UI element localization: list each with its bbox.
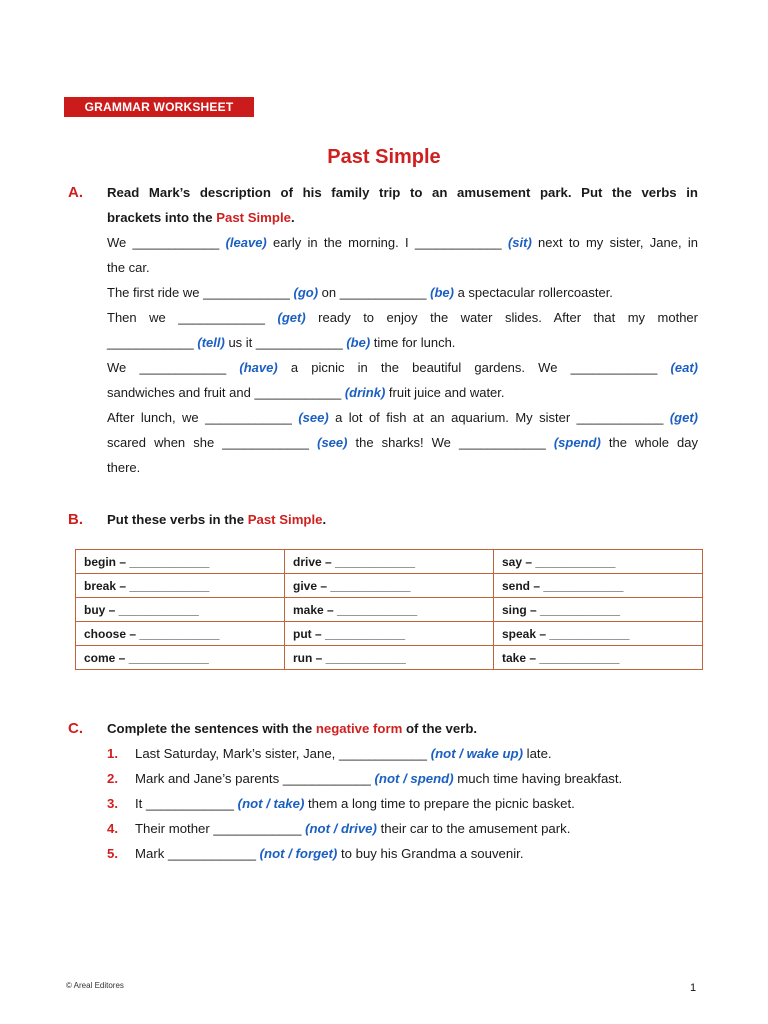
text: sandwiches and fruit and: [107, 385, 255, 400]
sentence-text: much time having breakfast.: [453, 771, 623, 786]
answer-blank[interactable]: ____________: [203, 285, 290, 300]
instruction-highlight: Past Simple: [216, 210, 291, 225]
sentence-item: [107, 841, 524, 866]
verb-cell[interactable]: begin – ____________: [76, 550, 285, 574]
verb-cell[interactable]: make – ____________: [285, 598, 494, 622]
section-c-letter: C.: [68, 720, 83, 737]
answer-blank[interactable]: ____________: [178, 310, 266, 325]
verb-cell[interactable]: send – ____________: [494, 574, 703, 598]
item-number: 5.: [107, 846, 118, 861]
answer-blank[interactable]: ____________: [255, 335, 343, 350]
section-a-instruction: [107, 180, 698, 230]
text: ready to enjoy the water slides. After that my mother: [305, 310, 698, 325]
answer-blank[interactable]: ____________: [570, 360, 658, 375]
verb-hint: (get): [669, 410, 698, 425]
worksheet-header-label: GRAMMAR WORKSHEET: [64, 97, 254, 117]
paragraph-line-10: there.: [107, 460, 141, 475]
page-title: Past Simple: [327, 146, 441, 168]
paragraph-line-4: [107, 305, 698, 330]
paragraph-line-9: [107, 430, 698, 455]
verb-cell[interactable]: break – ____________: [76, 574, 285, 598]
text: early in the morning. I: [266, 235, 415, 250]
text: We: [107, 360, 140, 375]
answer-blank[interactable]: ____________: [576, 410, 664, 425]
instruction-text: brackets into the: [107, 210, 217, 225]
section-a-instruction-line1: Read Mark’s description of his family trip to an amusement park. Put the verbs in: [107, 185, 698, 200]
answer-blank[interactable]: ____________: [139, 360, 227, 375]
verb-hint: (see): [317, 435, 348, 450]
verb-cell[interactable]: buy – ____________: [76, 598, 285, 622]
instruction-text: .: [322, 512, 327, 527]
verb-cell[interactable]: give – ____________: [285, 574, 494, 598]
item-number: 3.: [107, 796, 118, 811]
instruction-highlight: negative form: [315, 721, 403, 736]
answer-blank[interactable]: ____________: [107, 335, 194, 350]
sentence-text[interactable]: Mark and Jane’s parents ____________: [135, 771, 375, 786]
text: a picnic in the beautiful gardens. We: [277, 360, 571, 375]
verb-cell[interactable]: take – ____________: [494, 646, 703, 670]
section-a-instruction-line2: [107, 205, 698, 230]
answer-blank[interactable]: ____________: [458, 435, 546, 450]
sentence-text: to buy his Grandma a souvenir.: [337, 846, 524, 861]
verb-cell[interactable]: run – ____________: [285, 646, 494, 670]
text: We: [107, 235, 133, 250]
table-row: [76, 598, 703, 622]
text: the whole day: [600, 435, 698, 450]
text: the sharks! We: [347, 435, 459, 450]
verb-cell[interactable]: say – ____________: [494, 550, 703, 574]
instruction-highlight: Past Simple: [247, 512, 323, 527]
paragraph-line-1: [107, 230, 698, 255]
item-number: 1.: [107, 746, 118, 761]
text: a lot of fish at an aquarium. My sister: [328, 410, 577, 425]
answer-blank[interactable]: ____________: [222, 435, 310, 450]
instruction-text: of the verb.: [402, 721, 478, 736]
section-c-instruction: [107, 716, 698, 741]
verb-cell[interactable]: come – ____________: [76, 646, 285, 670]
sentence-text: their car to the amusement park.: [376, 821, 571, 836]
sentence-item: [107, 741, 552, 766]
verb-hint: (eat): [670, 360, 698, 375]
item-number: 2.: [107, 771, 118, 786]
verb-hint: (go): [293, 285, 319, 300]
sentence-text[interactable]: Last Saturday, Mark’s sister, Jane, ____________: [135, 746, 431, 761]
verb-hint: (sit): [507, 235, 532, 250]
sentence-text[interactable]: It ____________: [135, 796, 238, 811]
sentence-text: them a long time to prepare the picnic basket.: [304, 796, 575, 811]
verb-hint: (not / drive): [305, 821, 377, 836]
text: us it: [224, 335, 256, 350]
section-a-letter: A.: [68, 184, 83, 201]
verb-cell[interactable]: sing – ____________: [494, 598, 703, 622]
answer-blank[interactable]: ____________: [414, 235, 502, 250]
section-b-instruction: [107, 507, 698, 532]
instruction-text: .: [290, 210, 295, 225]
verb-hint: (get): [277, 310, 306, 325]
table-row: [76, 574, 703, 598]
verb-hint: (be): [346, 335, 371, 350]
table-row: [76, 622, 703, 646]
answer-blank[interactable]: ____________: [132, 235, 220, 250]
answer-blank[interactable]: ____________: [339, 285, 427, 300]
text: fruit juice and water.: [385, 385, 505, 400]
verb-hint: (tell): [197, 335, 225, 350]
answer-blank[interactable]: ____________: [254, 385, 342, 400]
verb-hint: (not / take): [237, 796, 305, 811]
verb-hint: (leave): [225, 235, 267, 250]
page-number: 1: [690, 982, 697, 994]
text: next to my sister, Jane, in: [531, 235, 698, 250]
text: After lunch, we: [107, 410, 206, 425]
table-row: [76, 646, 703, 670]
sentence-item: [107, 766, 622, 791]
sentence-item: [107, 816, 570, 841]
paragraph-line-5: [107, 330, 698, 355]
verb-hint: (drink): [344, 385, 386, 400]
paragraph-line-6: [107, 355, 698, 380]
verb-cell[interactable]: speak – ____________: [494, 622, 703, 646]
verb-cell[interactable]: drive – ____________: [285, 550, 494, 574]
item-number: 4.: [107, 821, 118, 836]
sentence-item: [107, 791, 575, 816]
text: scared when she: [107, 435, 223, 450]
verb-hint: (not / spend): [374, 771, 454, 786]
verb-table: [75, 549, 703, 670]
instruction-text: Put these verbs in the: [107, 512, 248, 527]
section-a-paragraph: [107, 230, 698, 480]
sentence-text[interactable]: Their mother ____________: [135, 821, 306, 836]
table-row: [76, 550, 703, 574]
sentence-text: late.: [523, 746, 552, 761]
verb-cell[interactable]: put – ____________: [285, 622, 494, 646]
verb-hint: (spend): [553, 435, 601, 450]
paragraph-line-7: [107, 380, 698, 405]
section-b-letter: B.: [68, 511, 83, 528]
sentence-text[interactable]: Mark ____________: [135, 846, 260, 861]
answer-blank[interactable]: ____________: [205, 410, 292, 425]
verb-cell[interactable]: choose – ____________: [76, 622, 285, 646]
verb-hint: (have): [239, 360, 278, 375]
text: Then we: [107, 310, 179, 325]
paragraph-line-8: [107, 405, 698, 430]
text: The first ride we: [107, 285, 204, 300]
instruction-text: Complete the sentences with the: [107, 721, 316, 736]
publisher-credit: © Areal Editores: [66, 981, 124, 990]
verb-hint: (not / wake up): [430, 746, 523, 761]
text: on: [318, 285, 340, 300]
paragraph-line-2: the car.: [107, 260, 150, 275]
text: time for lunch.: [370, 335, 456, 350]
paragraph-line-3: [107, 280, 698, 305]
verb-hint: (see): [298, 410, 329, 425]
verb-hint: (not / forget): [259, 846, 338, 861]
text: a spectacular rollercoaster.: [453, 285, 613, 300]
verb-hint: (be): [430, 285, 454, 300]
